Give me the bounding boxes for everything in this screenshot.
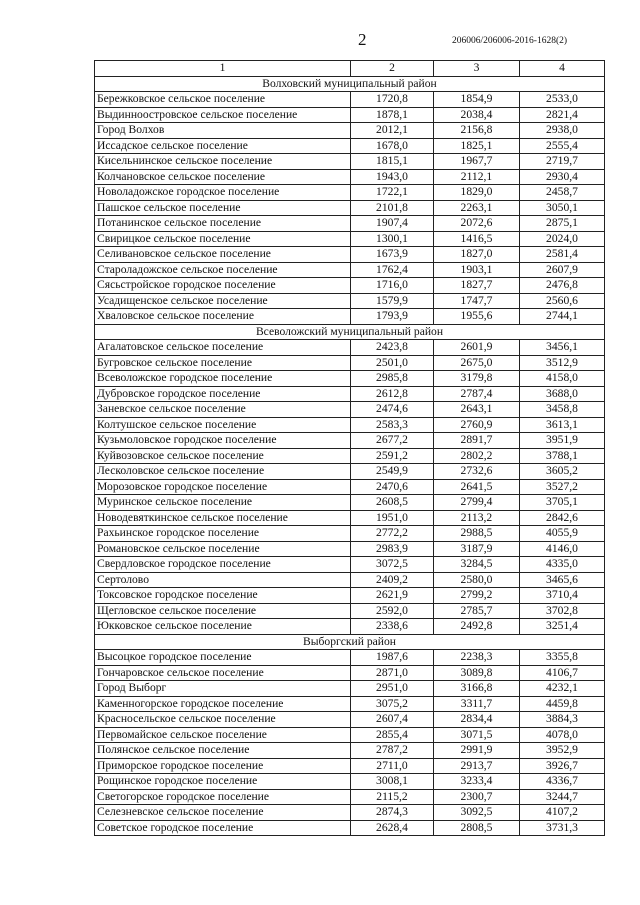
table-row [95,665,605,681]
value-col-3: 2601,9 [434,340,520,356]
section-title: Выборгский район [95,634,605,650]
value-col-3: 1416,5 [434,231,520,247]
value-col-2: 2711,0 [351,758,434,774]
value-col-2: 2677,2 [351,433,434,449]
table-row [95,681,605,697]
column-number-row [95,61,605,77]
value-col-3: 3092,5 [434,805,520,821]
table-row [95,820,605,836]
table-row [95,510,605,526]
value-col-3: 2834,4 [434,712,520,728]
value-col-4: 2744,1 [520,309,605,325]
value-col-2: 3072,5 [351,557,434,573]
table-row [95,154,605,170]
value-col-2: 1673,9 [351,247,434,263]
settlement-name: Город Волхов [95,123,351,139]
value-col-4: 3952,9 [520,743,605,759]
data-table [94,60,605,836]
value-col-2: 2772,2 [351,526,434,542]
value-col-4: 3512,9 [520,355,605,371]
value-col-3: 2641,5 [434,479,520,495]
value-col-2: 1300,1 [351,231,434,247]
value-col-3: 2300,7 [434,789,520,805]
value-col-3: 3089,8 [434,665,520,681]
settlement-name: Первомайское сельское поселение [95,727,351,743]
value-col-2: 2409,2 [351,572,434,588]
value-col-4: 3710,4 [520,588,605,604]
document-code: 206006/206006-2016-1628(2) [452,36,568,46]
table-row [95,541,605,557]
column-number: 3 [434,61,520,77]
value-col-4: 3355,8 [520,650,605,666]
page-number: 2 [358,30,367,49]
value-col-2: 2549,9 [351,464,434,480]
settlement-name: Юкковское сельское поселение [95,619,351,635]
value-col-3: 1827,0 [434,247,520,263]
value-col-2: 2101,8 [351,200,434,216]
settlement-name: Кузьмоловское городское поселение [95,433,351,449]
settlement-name: Хваловское сельское поселение [95,309,351,325]
value-col-2: 1678,0 [351,138,434,154]
value-col-2: 1579,9 [351,293,434,309]
value-col-3: 1829,0 [434,185,520,201]
value-col-3: 2785,7 [434,603,520,619]
value-col-4: 3688,0 [520,386,605,402]
value-col-4: 4078,0 [520,727,605,743]
settlement-name: Селезневское сельское поселение [95,805,351,821]
value-col-3: 2802,2 [434,448,520,464]
value-col-3: 2675,0 [434,355,520,371]
value-col-3: 2112,1 [434,169,520,185]
table-row [95,262,605,278]
value-col-3: 1747,7 [434,293,520,309]
table-row [95,696,605,712]
table-row [95,371,605,387]
value-col-3: 2238,3 [434,650,520,666]
value-col-4: 2842,6 [520,510,605,526]
value-col-4: 3705,1 [520,495,605,511]
settlement-name: Город Выборг [95,681,351,697]
value-col-4: 4336,7 [520,774,605,790]
table-row [95,340,605,356]
settlement-name: Советское городское поселение [95,820,351,836]
table-row [95,216,605,232]
settlement-name: Светогорское городское поселение [95,789,351,805]
value-col-4: 2938,0 [520,123,605,139]
settlement-name: Новоладожское городское поселение [95,185,351,201]
settlement-name: Романовское сельское поселение [95,541,351,557]
value-col-3: 2732,6 [434,464,520,480]
value-col-3: 1827,7 [434,278,520,294]
value-col-4: 2875,1 [520,216,605,232]
table-row [95,433,605,449]
table-row [95,464,605,480]
value-col-3: 2113,2 [434,510,520,526]
value-col-2: 1815,1 [351,154,434,170]
value-col-3: 2799,4 [434,495,520,511]
value-col-3: 2799,2 [434,588,520,604]
value-col-2: 1793,9 [351,309,434,325]
value-col-2: 2855,4 [351,727,434,743]
section-header-row [95,634,605,650]
table-row [95,107,605,123]
value-col-2: 2612,8 [351,386,434,402]
value-col-4: 2533,0 [520,92,605,108]
value-col-3: 1967,7 [434,154,520,170]
table-row [95,138,605,154]
settlement-name: Рощинское городское поселение [95,774,351,790]
settlement-name: Выдинноостровское сельское поселение [95,107,351,123]
settlement-name: Куйвозовское сельское поселение [95,448,351,464]
value-col-2: 2985,8 [351,371,434,387]
value-col-4: 3613,1 [520,417,605,433]
table-row [95,355,605,371]
table-row [95,417,605,433]
value-col-3: 2760,9 [434,417,520,433]
settlement-name: Красносельское сельское поселение [95,712,351,728]
value-col-4: 3244,7 [520,789,605,805]
value-col-4: 3456,1 [520,340,605,356]
value-col-2: 1943,0 [351,169,434,185]
value-col-3: 3187,9 [434,541,520,557]
settlement-name: Дубровское городское поселение [95,386,351,402]
settlement-name: Селивановское сельское поселение [95,247,351,263]
settlement-name: Агалатовское сельское поселение [95,340,351,356]
value-col-3: 2072,6 [434,216,520,232]
table-row [95,123,605,139]
value-col-2: 2474,6 [351,402,434,418]
settlement-name: Приморское городское поселение [95,758,351,774]
value-col-3: 3284,5 [434,557,520,573]
table-row [95,588,605,604]
value-col-4: 2458,7 [520,185,605,201]
value-col-3: 2787,4 [434,386,520,402]
settlement-name: Заневское сельское поселение [95,402,351,418]
table-row [95,774,605,790]
value-col-2: 2951,0 [351,681,434,697]
value-col-3: 2038,4 [434,107,520,123]
value-col-3: 1955,6 [434,309,520,325]
value-col-3: 3233,4 [434,774,520,790]
table-row [95,758,605,774]
table-row [95,402,605,418]
value-col-4: 4335,0 [520,557,605,573]
settlement-name: Всеволожское городское поселение [95,371,351,387]
value-col-3: 2891,7 [434,433,520,449]
table-row [95,572,605,588]
settlement-name: Каменногорское городское поселение [95,696,351,712]
value-col-4: 2581,4 [520,247,605,263]
value-col-4: 3731,3 [520,820,605,836]
settlement-name: Усадищенское сельское поселение [95,293,351,309]
value-col-4: 3527,2 [520,479,605,495]
table-row [95,448,605,464]
settlement-name: Рахьинское городское поселение [95,526,351,542]
value-col-2: 2338,6 [351,619,434,635]
table-row [95,309,605,325]
value-col-2: 3008,1 [351,774,434,790]
value-col-4: 3951,9 [520,433,605,449]
table-row [95,603,605,619]
settlement-name: Иссадское сельское поселение [95,138,351,154]
table-row [95,293,605,309]
value-col-2: 2787,2 [351,743,434,759]
column-number: 4 [520,61,605,77]
value-col-3: 2991,9 [434,743,520,759]
section-title: Волховский муниципальный район [95,76,605,92]
value-col-4: 2476,8 [520,278,605,294]
column-number: 1 [95,61,351,77]
settlement-name: Староладожское сельское поселение [95,262,351,278]
value-col-3: 1825,1 [434,138,520,154]
value-col-4: 2555,4 [520,138,605,154]
table-row [95,789,605,805]
value-col-4: 4158,0 [520,371,605,387]
value-col-2: 1907,4 [351,216,434,232]
value-col-4: 3884,3 [520,712,605,728]
value-col-3: 2580,0 [434,572,520,588]
value-col-4: 4106,7 [520,665,605,681]
table-row [95,200,605,216]
table-row [95,805,605,821]
value-col-2: 2012,1 [351,123,434,139]
value-col-2: 2592,0 [351,603,434,619]
table-row [95,185,605,201]
table-row [95,712,605,728]
value-col-4: 3605,2 [520,464,605,480]
settlement-name: Щегловское сельское поселение [95,603,351,619]
value-col-4: 4459,8 [520,696,605,712]
settlement-name: Свердловское городское поселение [95,557,351,573]
value-col-4: 3465,6 [520,572,605,588]
table-row [95,495,605,511]
table-row [95,278,605,294]
value-col-4: 3251,4 [520,619,605,635]
table-row [95,727,605,743]
value-col-3: 2808,5 [434,820,520,836]
value-col-2: 2115,2 [351,789,434,805]
settlement-name: Гончаровское сельское поселение [95,665,351,681]
value-col-3: 3179,8 [434,371,520,387]
column-number: 2 [351,61,434,77]
value-col-4: 3458,8 [520,402,605,418]
settlement-name: Новодевяткинское сельское поселение [95,510,351,526]
settlement-name: Полянское сельское поселение [95,743,351,759]
value-col-2: 2621,9 [351,588,434,604]
value-col-2: 2583,3 [351,417,434,433]
value-col-3: 3166,8 [434,681,520,697]
value-col-3: 3311,7 [434,696,520,712]
value-col-2: 1951,0 [351,510,434,526]
value-col-2: 2983,9 [351,541,434,557]
value-col-3: 2156,8 [434,123,520,139]
value-col-2: 1987,6 [351,650,434,666]
settlement-name: Свирицкое сельское поселение [95,231,351,247]
table-row [95,526,605,542]
table-row [95,743,605,759]
settlement-name: Высоцкое городское поселение [95,650,351,666]
value-col-2: 1716,0 [351,278,434,294]
value-col-4: 2024,0 [520,231,605,247]
value-col-3: 1854,9 [434,92,520,108]
settlement-name: Колчановское сельское поселение [95,169,351,185]
value-col-2: 2591,2 [351,448,434,464]
value-col-2: 2871,0 [351,665,434,681]
settlement-name: Сясьстройское городское поселение [95,278,351,294]
value-col-2: 2423,8 [351,340,434,356]
settlement-name: Муринское сельское поселение [95,495,351,511]
value-col-2: 3075,2 [351,696,434,712]
value-col-2: 2607,4 [351,712,434,728]
table-body [95,61,605,836]
settlement-name: Колтушское сельское поселение [95,417,351,433]
settlement-name: Потанинское сельское поселение [95,216,351,232]
section-header-row [95,76,605,92]
value-col-4: 4146,0 [520,541,605,557]
settlement-name: Сертолово [95,572,351,588]
value-col-3: 2913,7 [434,758,520,774]
value-col-2: 2470,6 [351,479,434,495]
section-title: Всеволожский муниципальный район [95,324,605,340]
value-col-2: 2608,5 [351,495,434,511]
value-col-4: 4232,1 [520,681,605,697]
value-col-4: 2821,4 [520,107,605,123]
value-col-4: 3926,7 [520,758,605,774]
settlement-name: Пашское сельское поселение [95,200,351,216]
table-row [95,386,605,402]
value-col-2: 1762,4 [351,262,434,278]
value-col-2: 1722,1 [351,185,434,201]
value-col-2: 2874,3 [351,805,434,821]
value-col-4: 3702,8 [520,603,605,619]
value-col-4: 2930,4 [520,169,605,185]
table-row [95,479,605,495]
value-col-3: 2988,5 [434,526,520,542]
settlement-name: Кисельнинское сельское поселение [95,154,351,170]
settlement-name: Морозовское городское поселение [95,479,351,495]
value-col-2: 1878,1 [351,107,434,123]
settlement-name: Токсовское городское поселение [95,588,351,604]
table-row [95,247,605,263]
value-col-3: 1903,1 [434,262,520,278]
table-row [95,231,605,247]
table-row [95,169,605,185]
value-col-4: 2607,9 [520,262,605,278]
value-col-3: 2643,1 [434,402,520,418]
settlement-name: Лесколовское сельское поселение [95,464,351,480]
value-col-3: 2263,1 [434,200,520,216]
value-col-4: 3788,1 [520,448,605,464]
value-col-2: 2501,0 [351,355,434,371]
value-col-3: 2492,8 [434,619,520,635]
table-row [95,619,605,635]
value-col-4: 4107,2 [520,805,605,821]
value-col-4: 3050,1 [520,200,605,216]
table-row [95,650,605,666]
value-col-4: 4055,9 [520,526,605,542]
value-col-3: 3071,5 [434,727,520,743]
value-col-4: 2560,6 [520,293,605,309]
value-col-2: 2628,4 [351,820,434,836]
table-row [95,92,605,108]
settlement-name: Бугровское сельское поселение [95,355,351,371]
section-header-row [95,324,605,340]
value-col-2: 1720,8 [351,92,434,108]
settlement-name: Бережковское сельское поселение [95,92,351,108]
table-row [95,557,605,573]
value-col-4: 2719,7 [520,154,605,170]
